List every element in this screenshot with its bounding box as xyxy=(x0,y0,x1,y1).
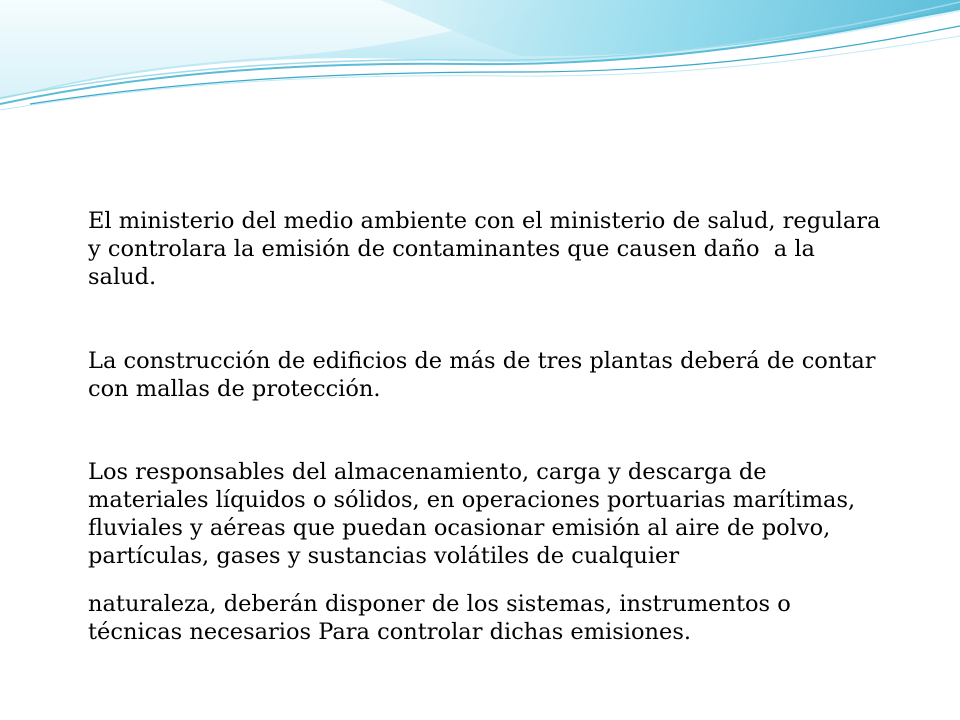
paragraph-responsables: Los responsables del almacenamiento, carga y descarga de materiales líquidos o sólidos, en operaciones portuarias marítimas, fluviales y aéreas que puedan ocasionar emisión al aire de polvo, partículas, gases y sustancias volátiles de cualquier xyxy=(88,459,863,569)
header-wave-decoration xyxy=(0,0,960,120)
paragraph-ministerio: El ministerio del medio ambiente con el ministerio de salud, regulara y controlara la emisión de contaminantes que causen daño a la salud. xyxy=(88,208,888,290)
paragraph-construccion: La construcción de edificios de más de tres plantas deberá de contar con mallas de protección. xyxy=(88,348,883,402)
paragraph-naturaleza: naturaleza, deberán disponer de los sistemas, instrumentos o técnicas necesarios Para controlar dichas emisiones. xyxy=(88,591,798,645)
